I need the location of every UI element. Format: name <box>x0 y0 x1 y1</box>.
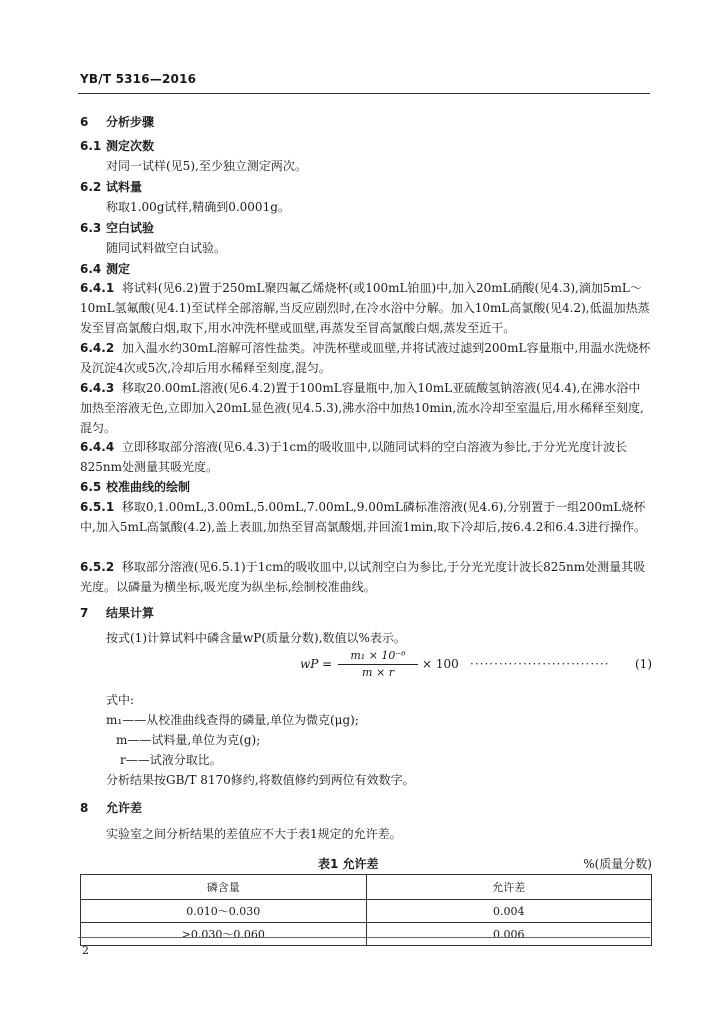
table-cell: 0.004 <box>366 900 652 923</box>
footer-rule <box>78 937 650 938</box>
section-6-1-heading: 6.1 测定次数 <box>80 139 155 153</box>
formula-1 <box>300 648 652 688</box>
section-6-4-heading: 6.4 测定 <box>80 262 131 276</box>
document-code: YB/T 5316—2016 <box>80 72 197 86</box>
section-8-heading: 8 允许差 <box>80 801 143 815</box>
header-rule <box>78 93 650 94</box>
formula-lhs: wP = <box>300 657 333 671</box>
section-6-2-heading: 6.2 试料量 <box>80 180 143 194</box>
para-6-5-1: 6.5.1 移取0,1.00mL,3.00mL,5.00mL,7.00mL,9.00mL磷标准溶液(见4.6),分别置于一组200mL烧杯中,加入5mL高氯酸(4.2),盖上表皿,加热至冒高氯酸烟,并回流1min,取下冷却后,按6.4.2和6.4.3进行操作。 <box>80 500 646 534</box>
tolerance-table <box>80 874 652 946</box>
formula-leader-dots: ····························· <box>470 657 610 671</box>
section-6-2-text: 称取1.00g试样,精确到0.0001g。 <box>106 200 290 214</box>
formula-rhs: × 100 <box>422 657 459 671</box>
section-6-3-heading: 6.3 空白试验 <box>80 221 155 235</box>
table-header-phosphorus: 磷含量 <box>81 875 367 900</box>
where-r: r——试液分取比。 <box>120 753 222 767</box>
table-title: 表1 允许差 <box>318 857 379 871</box>
section-6-5-heading: 6.5 校准曲线的绘制 <box>80 480 191 494</box>
table-cell: >0.030～0.060 <box>81 923 367 946</box>
page-number: 2 <box>82 944 89 957</box>
table-header-row <box>81 875 652 900</box>
formula-fraction <box>338 648 418 681</box>
table-row <box>81 923 652 946</box>
para-6-4-2: 6.4.2 加入温水约30mL溶解可溶性盐类。冲洗杯壁或皿壁,并将试液过滤到200mL容量瓶中,用温水洗烧杯及沉淀4次或5次,冷却后用水稀释至刻度,混匀。 <box>80 341 651 375</box>
formula-denominator: m × r <box>362 666 394 679</box>
where-m: m——试料量,单位为克(g); <box>116 733 261 747</box>
table-row <box>81 900 652 923</box>
para-6-5-2: 6.5.2 移取部分溶液(见6.5.1)于1cm的吸收皿中,以试剂空白为参比,于分光光度计波长825nm处测量其吸光度。以磷量为横坐标,吸光度为纵坐标,绘制校准曲线。 <box>80 560 646 594</box>
section-6-3-text: 随同试料做空白试验。 <box>106 241 227 255</box>
table-header-tolerance: 允许差 <box>366 875 652 900</box>
section-6-1-text: 对同一试样(见5),至少独立测定两次。 <box>106 159 307 173</box>
rounding-note: 分析结果按GB/T 8170修约,将数值修约到两位有效数字。 <box>106 773 415 787</box>
section-7-intro: 按式(1)计算试料中磷含量wP(质量分数),数值以%表示。 <box>106 631 406 645</box>
where-label: 式中: <box>106 693 135 707</box>
section-8-text: 实验室之间分析结果的差值应不大于表1规定的允许差。 <box>106 827 402 841</box>
table-cell: 0.010～0.030 <box>81 900 367 923</box>
where-m1: m₁——从校准曲线查得的磷量,单位为微克(μg); <box>106 713 359 727</box>
table-cell: 0.006 <box>366 923 652 946</box>
para-6-4-1: 6.4.1 将试料(见6.2)置于250mL聚四氟乙烯烧杯(或100mL铂皿)中,加入20mL硝酸(见4.3),滴加5mL～10mL氢氟酸(见4.1)至试样全部溶解,当反应剧烈时,在冷水浴中分解。加入10mL高氯酸(见4.2),低温加热蒸发至冒高氯酸白烟,取下,用水冲洗杯壁或皿壁,再蒸发至冒高氯酸白烟,蒸发至近干。 <box>80 281 650 335</box>
formula-number: (1) <box>635 657 652 671</box>
table-unit: %(质量分数) <box>583 857 652 871</box>
para-6-4-4: 6.4.4 立即移取部分溶液(见6.4.3)于1cm的吸收皿中,以随同试料的空白溶液为参比,于分光光度计波长825nm处测量其吸光度。 <box>80 440 628 474</box>
section-7-heading: 7 结果计算 <box>80 606 155 620</box>
section-6-heading: 6 分析步骤 <box>80 115 155 129</box>
para-6-4-3: 6.4.3 移取20.00mL溶液(见6.4.2)置于100mL容量瓶中,加入10mL亚硫酸氢钠溶液(见4.4),在沸水浴中加热至溶液无色,立即加入20mL显色液(见4.5.3),沸水浴中加热10min,流水冷却至室温后,用水稀释至刻度,混匀。 <box>80 381 644 435</box>
formula-numerator: m₁ × 10⁻⁶ <box>338 648 418 665</box>
